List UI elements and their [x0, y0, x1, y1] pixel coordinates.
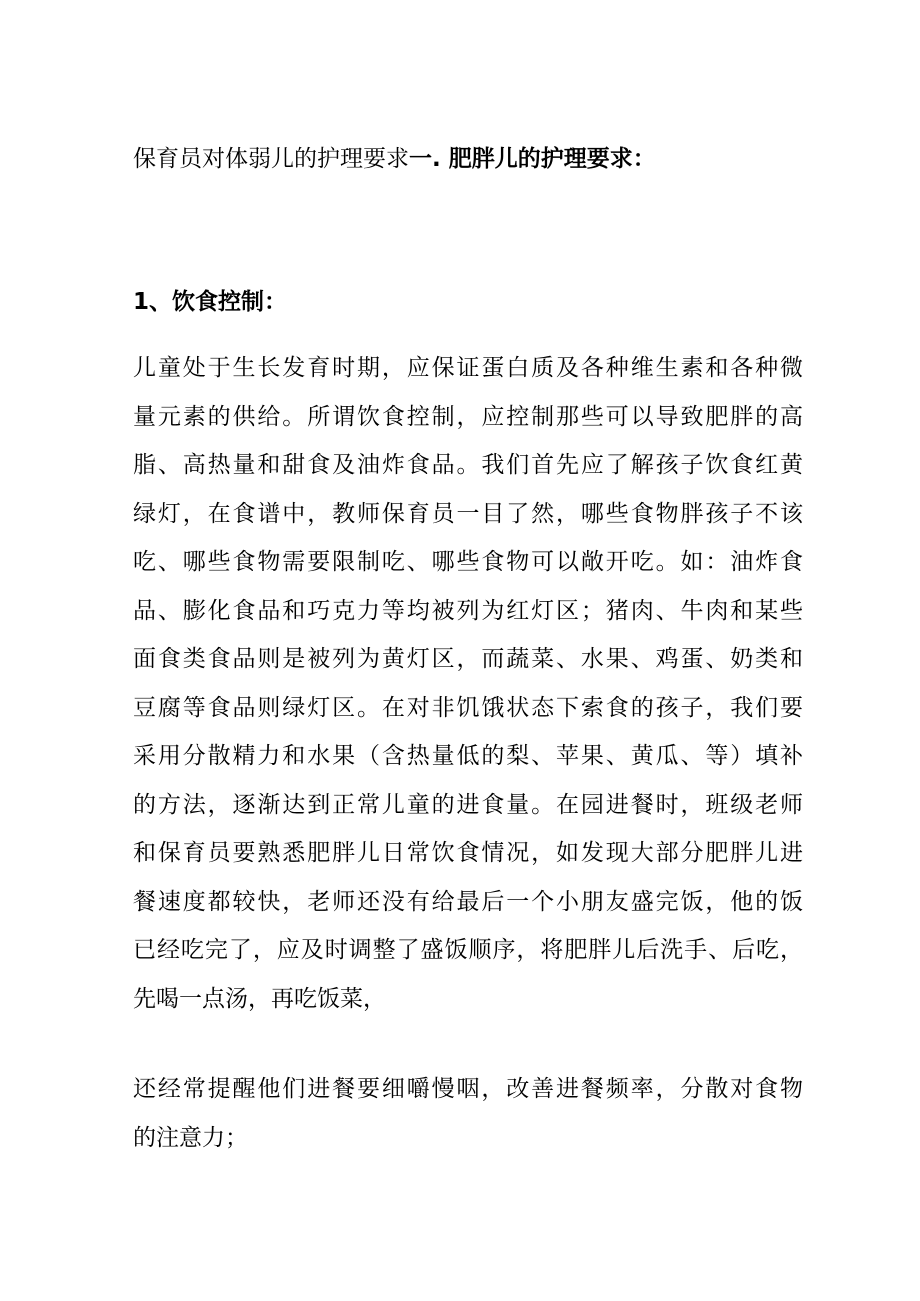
paragraph-line: 的方法，逐渐达到正常儿童的进食量。在园进餐时，班级老师	[133, 791, 803, 818]
paragraph-line: 豆腐等食品则绿灯区。在对非饥饿状态下索食的孩子，我们要	[133, 694, 803, 721]
paragraph-line: 餐速度都较快，老师还没有给最后一个小朋友盛完饭，他的饭	[133, 888, 803, 915]
paragraph-line: 还经常提醒他们进餐要细嚼慢咽，改善进餐频率，分散对食物	[133, 1076, 803, 1102]
title-prefix: 保育员对体弱儿的护理要求	[133, 146, 409, 172]
paragraph-line: 儿童处于生长发育时期，应保证蛋白质及各种维生素和各种微	[133, 355, 803, 381]
document-title	[133, 138, 813, 180]
paragraph-line: 面食类食品则是被列为黄灯区，而蔬菜、水果、鸡蛋、奶类和	[133, 646, 803, 672]
paragraph-line: 已经吃完了，应及时调整了盛饭顺序，将肥胖儿后洗手、后吃，	[133, 937, 803, 963]
paragraph-line: 绿灯，在食谱中，教师保育员一目了然，哪些食物胖孩子不该	[133, 500, 803, 527]
paragraph-line: 和保育员要熟悉肥胖儿日常饮食情况，如发现大部分肥胖儿进	[133, 840, 803, 866]
paragraph-line: 品、膨化食品和巧克力等均被列为红灯区；猪肉、牛肉和某些	[133, 597, 803, 624]
paragraph-line: 脂、高热量和甜食及油炸食品。我们首先应了解孩子饮食红黄	[133, 452, 803, 478]
paragraph-line: 的注意力；	[133, 1124, 248, 1151]
paragraph-line: 先喝一点汤，再吃饭菜，	[133, 985, 386, 1012]
title-subheading: 一. 肥胖儿的护理要求：	[409, 146, 656, 172]
paragraph-line: 量元素的供给。所谓饮食控制，应控制那些可以导致肥胖的高	[133, 403, 803, 430]
paragraph-diet-control	[133, 344, 803, 1023]
section-heading-diet-control: 1、饮食控制：	[133, 289, 288, 315]
paragraph-line: 吃、哪些食物需要限制吃、哪些食物可以敞开吃。如：油炸食	[133, 549, 803, 575]
paragraph-eating-habits	[133, 1065, 803, 1162]
paragraph-line: 采用分散精力和水果（含热量低的梨、苹果、黄瓜、等）填补	[133, 743, 803, 769]
